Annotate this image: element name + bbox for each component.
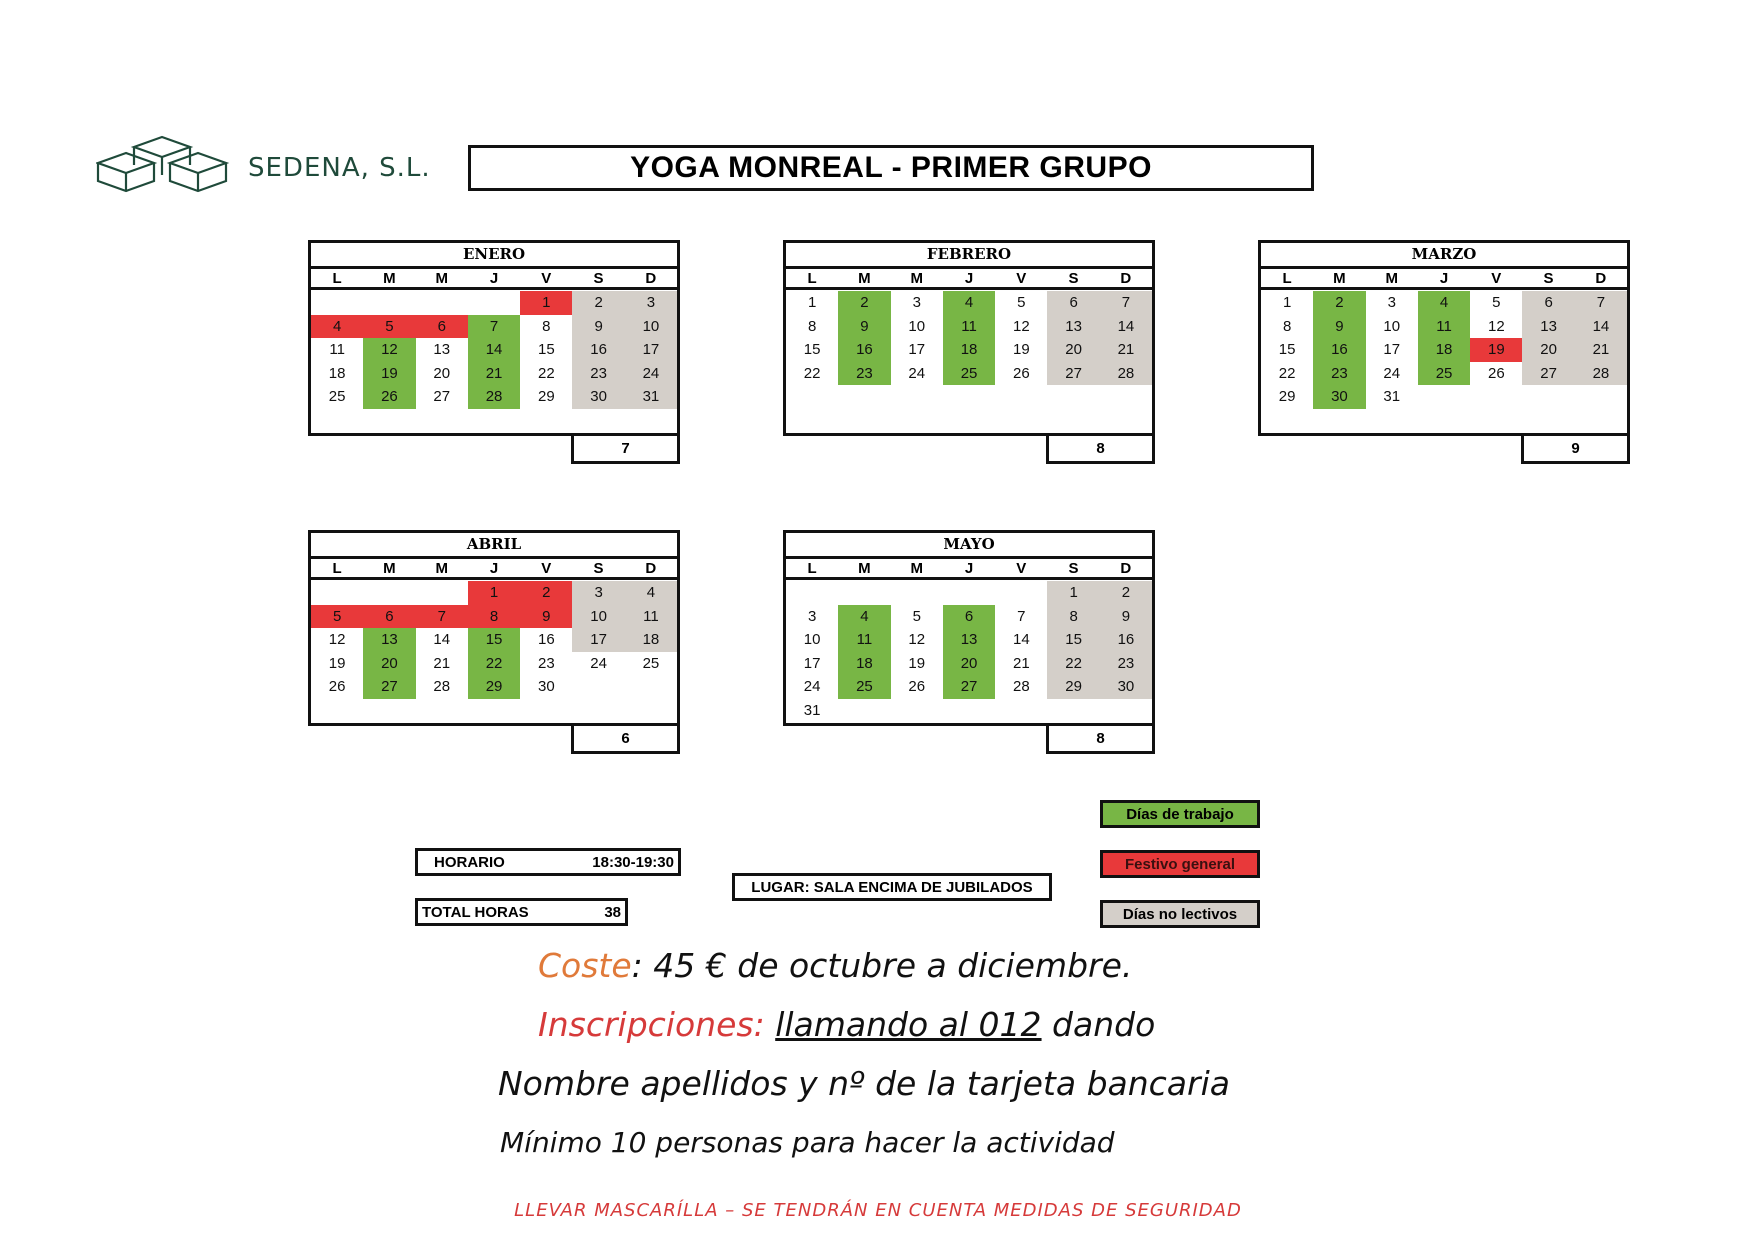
day-cell: 28 [468,385,520,409]
day-cell: 5 [363,315,415,339]
weekday-header: L [332,270,342,287]
day-cell: 14 [1012,631,1030,648]
day-cell [943,581,995,605]
day-cell: 6 [416,315,468,339]
weekday-header-row [786,266,1152,290]
day-cell: 6 [1047,291,1099,315]
weekday-header: D [645,560,657,577]
day-cell: 30 [572,385,624,409]
day-cell: 27 [943,675,995,699]
day-cell: 1 [807,294,817,311]
day-cell: 24 [908,364,926,382]
day-cell: 12 [908,631,926,648]
legend-festivo-label: Festivo general [1124,855,1236,873]
day-cell: 22 [803,364,821,382]
day-cell: 19 [363,362,415,386]
day-grid [311,581,677,699]
day-cell: 24 [1383,364,1401,382]
day-cell: 20 [1047,338,1099,362]
day-cell: 6 [363,605,415,629]
day-grid [311,291,677,409]
weekday-header: V [541,560,552,577]
day-cell: 21 [468,362,520,386]
weekday-header: J [1439,270,1449,287]
day-cell: 21 [1575,338,1627,362]
day-cell: 25 [328,388,346,405]
day-cell: 27 [433,388,451,405]
day-cell: 24 [803,678,821,695]
title-box [468,145,1314,191]
day-cell: 2 [838,291,890,315]
lugar-box [732,873,1052,901]
weekday-header: M [435,270,448,287]
inscripciones-line [538,1005,1155,1044]
day-cell: 13 [1047,315,1099,339]
day-cell: 9 [572,315,624,339]
day-cell: 4 [1418,291,1470,315]
day-cell: 17 [908,341,926,358]
day-cell: 20 [363,652,415,676]
day-cell: 21 [1012,654,1030,672]
day-cell: 14 [433,631,451,648]
company-logo [96,135,466,195]
month-name: FEBRERO [926,245,1012,263]
day-cell: 28 [1012,678,1030,695]
weekday-header: V [1491,270,1502,287]
weekday-header-row [311,266,677,290]
day-cell: 29 [1278,388,1296,405]
day-cell: 14 [1100,315,1152,339]
day-cell: 19 [328,654,346,672]
day-cell: 7 [1575,291,1627,315]
legend-trabajo [1100,800,1260,828]
weekday-header: D [1595,270,1607,287]
day-cell [468,291,520,315]
day-cell: 9 [520,605,572,629]
month-name: MARZO [1411,245,1477,263]
day-cell: 2 [572,291,624,315]
weekday-header: M [383,560,396,577]
cubes-logo-icon [96,135,236,195]
weekday-header: S [1068,560,1079,577]
weekday-header: M [1333,270,1346,287]
day-cell: 7 [416,605,468,629]
day-cell: 16 [1313,338,1365,362]
day-cell: 8 [807,317,817,335]
inscripciones-label: Inscripciones: [538,1005,765,1044]
weekday-header: V [1016,560,1027,577]
day-cell: 22 [537,364,555,382]
day-cell: 9 [838,315,890,339]
day-cell: 13 [433,341,451,358]
day-cell: 23 [1313,362,1365,386]
legend-no-lectivo-label: Días no lectivos [1122,905,1238,923]
day-cell: 9 [1100,605,1152,629]
day-cell: 23 [572,362,624,386]
day-cell: 30 [537,678,555,695]
day-cell: 19 [1012,341,1030,358]
day-cell: 29 [468,675,520,699]
inscripciones-rest: dando [1041,1005,1156,1044]
weekday-header: M [435,560,448,577]
day-cell [572,675,624,699]
day-cell [625,675,677,699]
day-grid [786,291,1152,385]
coste-text: : 45 € de octubre a diciembre. [631,946,1133,985]
day-cell: 13 [943,628,995,652]
weekday-header-row [786,556,1152,580]
day-cell: 17 [803,654,821,672]
day-cell [1522,385,1574,409]
day-cell: 1 [520,291,572,315]
day-cell: 10 [625,315,677,339]
day-cell: 16 [1100,628,1152,652]
day-cell: 28 [1100,362,1152,386]
day-cell: 12 [328,631,346,648]
coste-line [538,946,1132,985]
day-cell: 5 [1492,294,1501,311]
day-cell: 8 [1282,317,1292,335]
page-title: YOGA MONREAL - PRIMER GRUPO [630,151,1152,184]
day-cell: 24 [590,654,607,672]
day-cell: 26 [1487,364,1505,382]
day-cell: 13 [363,628,415,652]
day-cell: 16 [572,338,624,362]
company-name: SEDENA, S.L. [248,153,431,183]
day-cell: 11 [838,628,890,652]
day-cell [1418,385,1470,409]
day-cell: 26 [908,678,926,695]
month-session-count: 8 [1046,726,1155,754]
day-cell: 27 [1522,362,1574,386]
day-cell [416,291,468,315]
day-cell: 17 [1383,341,1401,358]
day-cell [838,699,890,723]
day-cell: 20 [433,364,451,382]
day-cell: 26 [1012,364,1030,382]
day-cell: 10 [908,317,926,335]
day-cell [311,581,363,605]
day-cell: 3 [572,581,624,605]
day-cell: 31 [1383,388,1401,405]
day-cell [363,291,415,315]
day-cell [891,581,943,605]
weekday-header: J [489,560,499,577]
day-cell: 28 [433,678,451,695]
day-cell: 2 [520,581,572,605]
weekday-header: S [593,270,604,287]
day-cell [786,581,838,605]
day-cell: 12 [363,338,415,362]
day-cell: 4 [943,291,995,315]
day-cell: 3 [912,294,921,311]
day-cell: 27 [363,675,415,699]
weekday-header-row [1261,266,1627,290]
total-horas-value: 38 [604,903,621,921]
day-cell: 15 [537,341,555,358]
day-cell: 17 [625,338,677,362]
day-cell: 7 [468,315,520,339]
day-cell: 30 [1313,385,1365,409]
day-cell: 12 [1487,317,1505,335]
weekday-header: S [1068,270,1079,287]
day-cell: 3 [807,607,817,625]
day-cell: 10 [803,631,821,648]
day-cell: 11 [1418,315,1470,339]
day-cell: 28 [1575,362,1627,386]
day-cell: 8 [1047,605,1099,629]
day-cell: 12 [1012,317,1030,335]
month-name: ABRIL [466,535,522,553]
day-cell: 10 [1383,317,1401,335]
day-cell: 3 [625,291,677,315]
minimo-line: Mínimo 10 personas para hacer la actividad [500,1126,1115,1159]
day-cell: 1 [1047,581,1099,605]
day-cell [943,699,995,723]
total-horas-label: TOTAL HORAS [422,903,529,921]
day-cell: 29 [1047,675,1099,699]
day-cell: 15 [468,628,520,652]
total-horas-box [415,898,628,926]
day-cell: 5 [1017,294,1026,311]
day-grid [1261,291,1627,409]
day-cell: 10 [572,605,624,629]
month-session-count: 6 [571,726,680,754]
weekday-header: V [1016,270,1027,287]
day-cell: 15 [1278,341,1296,358]
day-cell: 23 [537,654,555,672]
day-cell [995,581,1047,605]
nombre-line: Nombre apellidos y nº de la tarjeta bancaria [498,1064,1230,1103]
day-cell: 8 [542,317,551,335]
day-cell: 20 [1522,338,1574,362]
day-cell: 13 [1522,315,1574,339]
day-cell [1047,699,1099,723]
day-cell: 5 [912,607,921,625]
day-cell: 22 [468,652,520,676]
day-cell: 18 [943,338,995,362]
day-cell [311,291,363,315]
day-cell: 22 [1278,364,1296,382]
horario-box [415,848,681,876]
day-cell: 3 [1387,294,1396,311]
day-cell: 26 [363,385,415,409]
weekday-header: M [1385,270,1398,287]
day-cell [1470,385,1522,409]
day-cell: 1 [1282,294,1292,311]
day-cell: 9 [1313,315,1365,339]
day-cell: 4 [838,605,890,629]
day-cell [838,581,890,605]
day-cell: 31 [803,701,821,719]
weekday-header: V [541,270,552,287]
day-cell: 11 [943,315,995,339]
day-cell: 2 [1100,581,1152,605]
day-cell: 22 [1047,652,1099,676]
day-cell: 25 [838,675,890,699]
day-cell: 5 [311,605,363,629]
horario-value: 18:30-19:30 [592,853,674,871]
day-cell: 18 [838,652,890,676]
weekday-header: L [332,560,342,577]
day-cell: 30 [1100,675,1152,699]
day-cell: 24 [625,362,677,386]
day-cell: 23 [838,362,890,386]
day-cell: 2 [1313,291,1365,315]
lugar-text: LUGAR: SALA ENCIMA DE JUBILADOS [751,878,1033,896]
weekday-header: D [645,270,657,287]
day-cell: 29 [537,388,555,405]
weekday-header: M [383,270,396,287]
weekday-header: L [807,560,817,577]
day-cell: 15 [1047,628,1099,652]
month-session-count: 7 [571,436,680,464]
day-cell: 20 [943,652,995,676]
day-cell: 6 [1522,291,1574,315]
weekday-header: J [489,270,499,287]
weekday-header: S [593,560,604,577]
day-cell: 4 [625,581,677,605]
legend-trabajo-label: Días de trabajo [1126,805,1234,823]
weekday-header-row [311,556,677,580]
day-cell [416,581,468,605]
legend-no-lectivo [1100,900,1260,928]
day-cell: 19 [908,654,926,672]
day-cell [891,699,943,723]
weekday-header: L [807,270,817,287]
day-cell: 6 [943,605,995,629]
month-name: ENERO [462,245,526,263]
day-cell: 11 [329,341,345,358]
weekday-header: M [910,270,923,287]
day-cell: 23 [1100,652,1152,676]
day-cell [1575,385,1627,409]
weekday-header: D [1120,560,1132,577]
weekday-header: M [858,270,871,287]
weekday-header: S [1543,270,1554,287]
weekday-header: M [910,560,923,577]
day-cell: 14 [468,338,520,362]
month-name: MAYO [943,535,995,553]
day-cell: 15 [803,341,821,358]
day-cell [363,581,415,605]
day-cell: 25 [642,654,660,672]
day-cell: 19 [1470,338,1522,362]
weekday-header: D [1120,270,1132,287]
day-cell [995,699,1047,723]
day-cell: 11 [625,605,677,629]
day-grid [786,581,1152,722]
day-cell: 27 [1047,362,1099,386]
day-cell: 18 [1418,338,1470,362]
horario-label: HORARIO [434,853,505,871]
day-cell: 18 [328,364,346,382]
weekday-header: L [1282,270,1292,287]
day-cell: 25 [1418,362,1470,386]
inscripciones-phone: llamando al 012 [775,1005,1042,1044]
day-cell: 31 [625,385,677,409]
day-cell: 7 [1017,607,1026,625]
day-cell: 1 [468,581,520,605]
day-cell: 16 [838,338,890,362]
day-cell: 21 [1100,338,1152,362]
day-cell: 16 [537,631,555,648]
day-cell: 4 [311,315,363,339]
day-cell: 25 [943,362,995,386]
coste-label: Coste [538,946,632,985]
day-cell: 17 [572,628,624,652]
legend-festivo [1100,850,1260,878]
weekday-header: M [858,560,871,577]
day-cell: 8 [468,605,520,629]
day-cell: 7 [1100,291,1152,315]
day-cell: 18 [625,628,677,652]
day-cell: 14 [1575,315,1627,339]
weekday-header: J [964,270,974,287]
day-cell: 21 [433,654,451,672]
day-cell [1100,699,1152,723]
safety-warning: LLEVAR MASCARÍLLA – SE TENDRÁN EN CUENTA MEDIDAS DE SEGURIDAD [514,1200,1242,1221]
day-cell: 26 [328,678,346,695]
month-session-count: 8 [1046,436,1155,464]
month-session-count: 9 [1521,436,1630,464]
weekday-header: J [964,560,974,577]
